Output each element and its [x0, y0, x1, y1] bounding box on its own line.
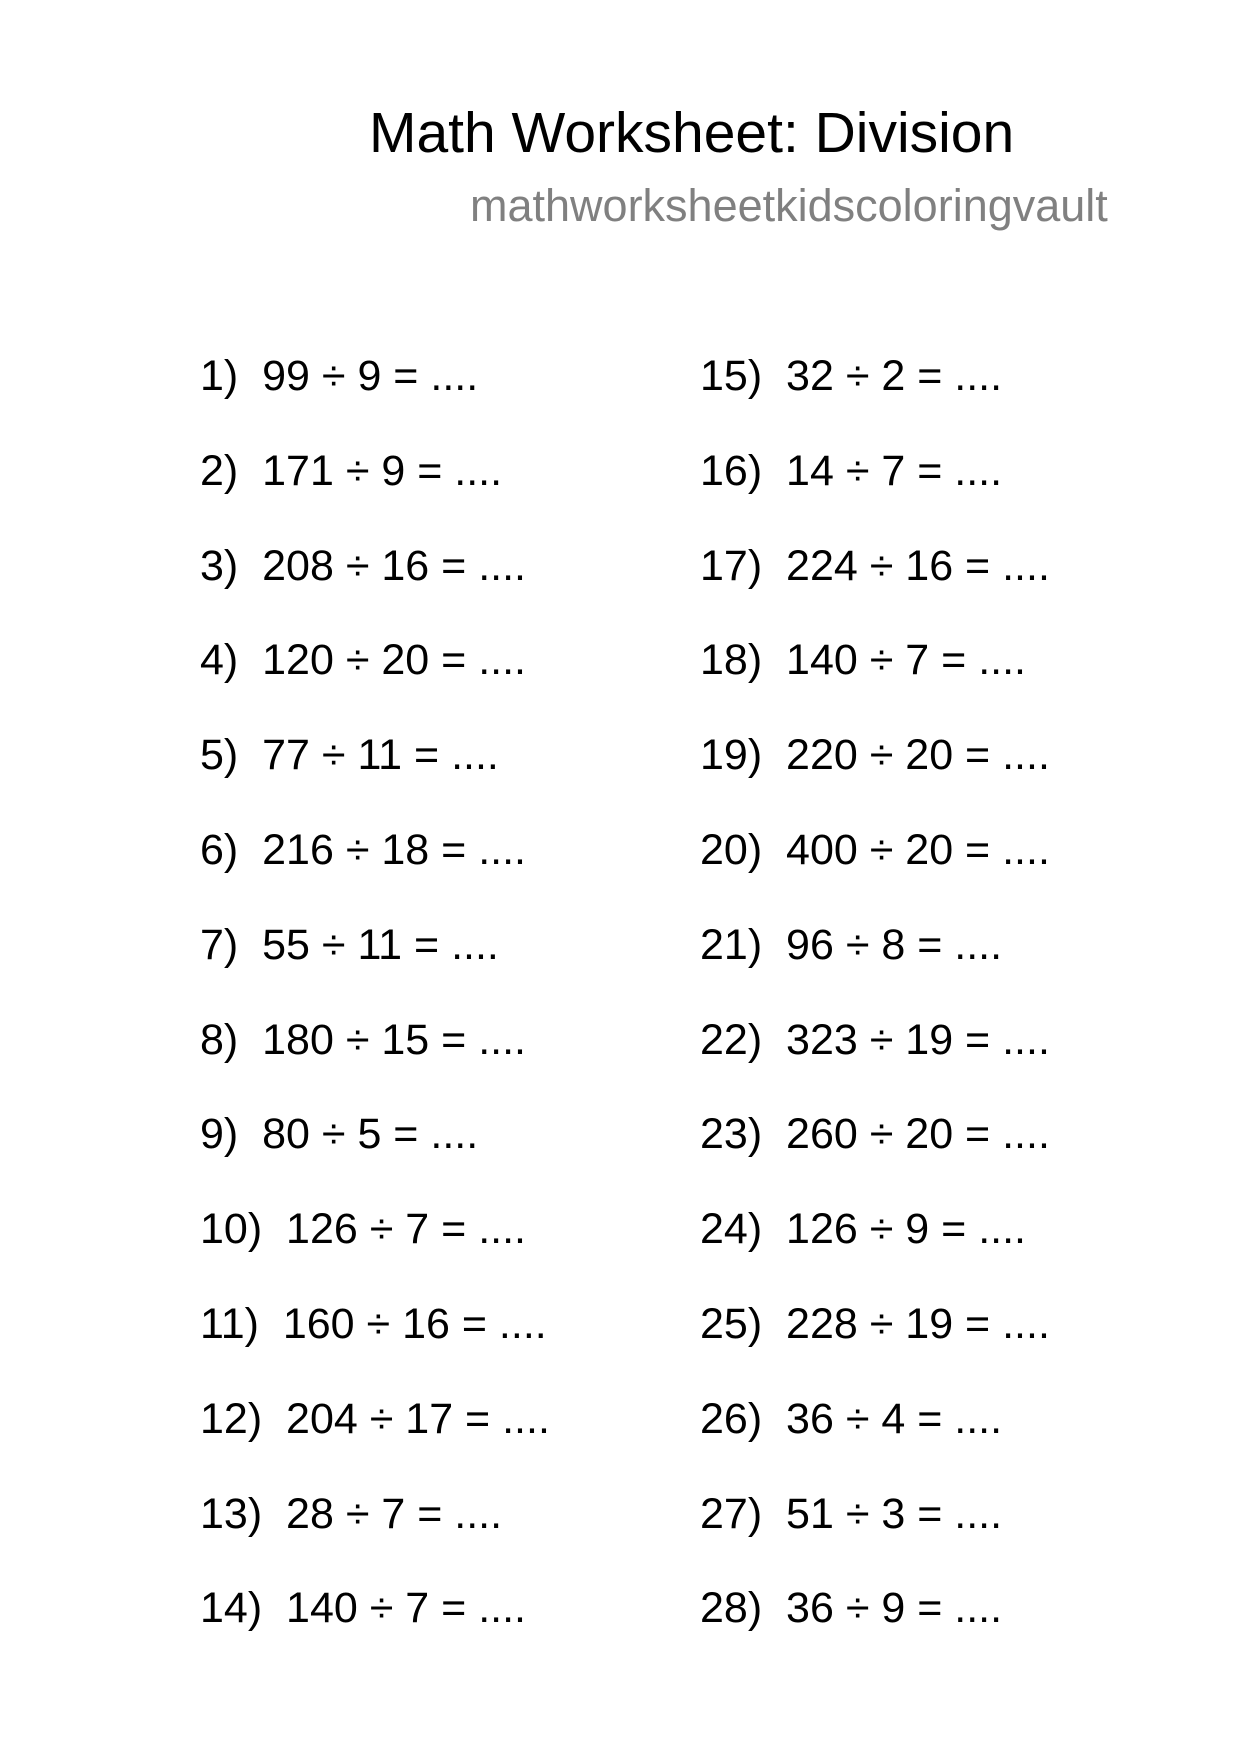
- problem-17: 17) 224 ÷ 16 = ....: [700, 541, 1050, 590]
- problem-8: 8) 180 ÷ 15 = ....: [200, 1015, 526, 1064]
- problem-22: 22) 323 ÷ 19 = ....: [700, 1015, 1050, 1064]
- problem-21: 21) 96 ÷ 8 = ....: [700, 920, 1003, 969]
- problem-15: 15) 32 ÷ 2 = ....: [700, 352, 1003, 400]
- problem-13: 13) 28 ÷ 7 = ....: [200, 1489, 503, 1538]
- problem-4: 4) 120 ÷ 20 = ....: [200, 636, 526, 685]
- problem-12: 12) 204 ÷ 17 = ....: [200, 1394, 550, 1443]
- page-title: Math Worksheet: Division: [369, 101, 1015, 165]
- problem-7: 7) 55 ÷ 11 = ....: [200, 920, 499, 969]
- problem-9: 9) 80 ÷ 5 = ....: [200, 1110, 479, 1159]
- problem-16: 16) 14 ÷ 7 = ....: [700, 446, 1003, 495]
- problem-18: 18) 140 ÷ 7 = ....: [700, 636, 1026, 685]
- problem-2: 2) 171 ÷ 9 = ....: [200, 446, 503, 495]
- problem-3: 3) 208 ÷ 16 = ....: [200, 541, 526, 590]
- problem-28: 28) 36 ÷ 9 = ....: [700, 1584, 1003, 1633]
- page-subtitle: mathworksheetkidscoloringvault: [470, 180, 1108, 231]
- problem-27: 27) 51 ÷ 3 = ....: [700, 1489, 1003, 1538]
- problem-1: 1) 99 ÷ 9 = ....: [200, 352, 479, 400]
- problem-column-right: [700, 352, 1180, 1682]
- problem-19: 19) 220 ÷ 20 = ....: [700, 731, 1050, 780]
- problem-5: 5) 77 ÷ 11 = ....: [200, 731, 499, 780]
- problem-26: 26) 36 ÷ 4 = ....: [700, 1394, 1003, 1443]
- problem-11: 11) 160 ÷ 16 = ....: [200, 1299, 547, 1348]
- problem-6: 6) 216 ÷ 18 = ....: [200, 825, 526, 874]
- problem-24: 24) 126 ÷ 9 = ....: [700, 1205, 1026, 1254]
- problem-25: 25) 228 ÷ 19 = ....: [700, 1299, 1050, 1348]
- problem-14: 14) 140 ÷ 7 = ....: [200, 1584, 526, 1633]
- problem-column-left: [200, 352, 680, 1682]
- problem-23: 23) 260 ÷ 20 = ....: [700, 1110, 1050, 1159]
- problem-10: 10) 126 ÷ 7 = ....: [200, 1205, 526, 1254]
- problem-20: 20) 400 ÷ 20 = ....: [700, 825, 1050, 874]
